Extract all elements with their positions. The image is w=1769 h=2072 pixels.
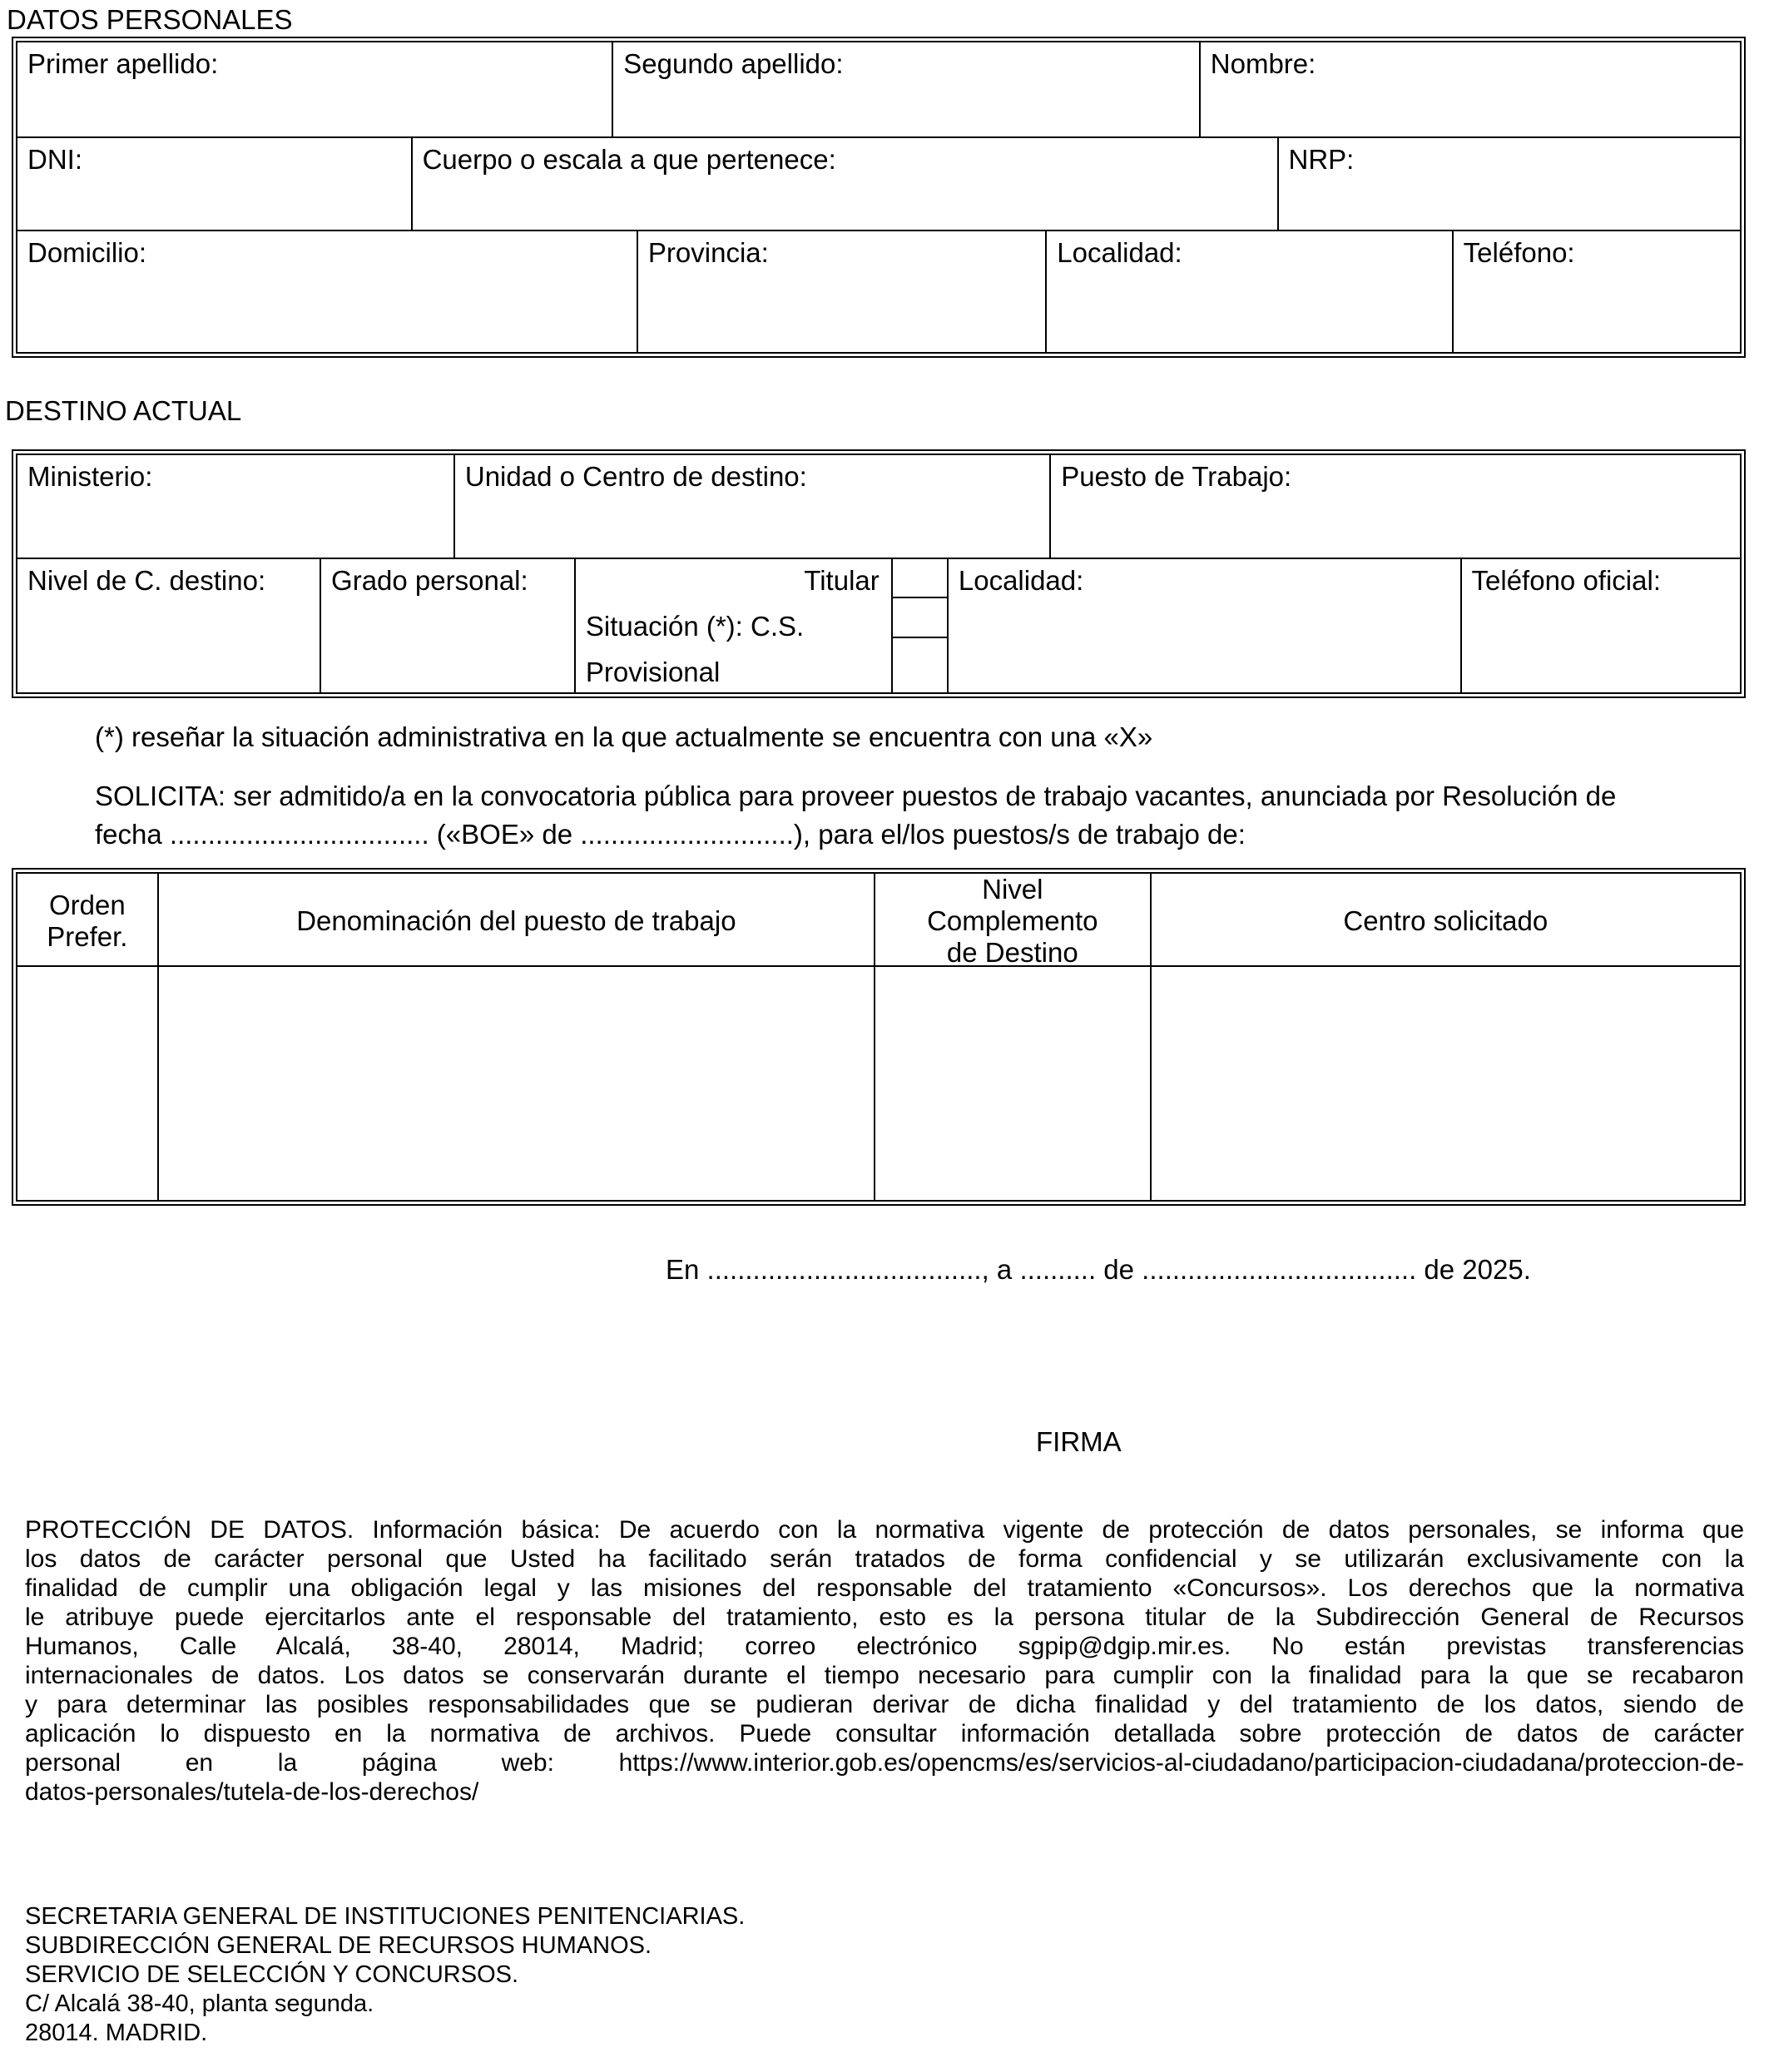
destino-localidad-field[interactable] [949, 559, 1462, 692]
orden-prefer-input-cell[interactable] [17, 967, 159, 1200]
nota-situacion: (*) reseñar la situación administrativa en la que actualmente se encuentra con una «X» [95, 721, 1153, 752]
table-row [17, 138, 1740, 231]
proteccion-line: internacionales de datos. Los datos se conservarán durante el tiempo necesario para cumplir con la finalidad para la que se recabaron [25, 1662, 1744, 1689]
table-row [17, 559, 1740, 692]
header-nivel-complemento [875, 874, 1152, 969]
nombre-label: Nombre: [1210, 48, 1316, 79]
nivel-destino-label: Nivel de C. destino: [27, 565, 266, 596]
puestos-table [12, 868, 1746, 1206]
table-row [17, 42, 1740, 138]
proteccion-datos-paragraph [25, 1515, 1744, 1807]
table-row [17, 455, 1740, 559]
primer-apellido-field[interactable] [17, 42, 613, 136]
footer-line-calle: C/ Alcalá 38-40, planta segunda. [25, 1990, 374, 2017]
header-centro-solicitado [1152, 874, 1740, 969]
domicilio-label: Domicilio: [27, 237, 147, 268]
centro-solicitado-input-cell[interactable] [1152, 967, 1740, 1200]
footer-line-servicio: SERVICIO DE SELECCIÓN Y CONCURSOS. [25, 1961, 519, 1988]
ministerio-label: Ministerio: [27, 461, 153, 492]
proteccion-line: datos-personales/tutela-de-los-derechos/ [25, 1778, 479, 1806]
titular-checkbox[interactable] [893, 559, 947, 598]
header-denominacion [159, 874, 875, 969]
telefono-oficial-field[interactable] [1462, 559, 1740, 692]
proteccion-line: los datos de carácter personal que Usted ha facilitado serán tratados de forma confidencial y se utilizarán exclusivamente con la [25, 1545, 1744, 1573]
primer-apellido-label: Primer apellido: [27, 48, 219, 79]
nrp-field[interactable] [1279, 138, 1741, 230]
solicita-paragraph [95, 777, 1769, 854]
datos-personales-title: DATOS PERSONALES [7, 4, 293, 35]
fecha-firma-line: En ...................................., a .......... de .................................... de 2025. [666, 1254, 1531, 1285]
footer-line-cp: 28014. MADRID. [25, 2020, 208, 2046]
nivel-complemento-input-cell[interactable] [875, 967, 1152, 1200]
nrp-label: NRP: [1288, 144, 1355, 175]
telefono-oficial-label: Teléfono oficial: [1471, 565, 1661, 596]
situacion-titular-label: Titular [804, 565, 880, 596]
table-row [17, 231, 1740, 352]
header-nivel-line1: Nivel [982, 874, 1043, 905]
localidad-label: Localidad: [1057, 237, 1182, 268]
localidad-field[interactable] [1047, 231, 1453, 352]
cuerpo-escala-field[interactable] [413, 138, 1279, 230]
cs-checkbox[interactable] [893, 598, 947, 638]
telefono-label: Teléfono: [1463, 237, 1575, 268]
provincia-field[interactable] [638, 231, 1047, 352]
header-orden-line2: Prefer. [47, 921, 128, 952]
proteccion-line: Humanos, Calle Alcalá, 38-40, 28014, Madrid; correo electrónico sgpip@dgip.mir.es. No están previstas transferencias [25, 1633, 1744, 1660]
ministerio-field[interactable] [17, 455, 455, 558]
proteccion-line: finalidad de cumplir una obligación legal y las misiones del responsable del tratamiento «Concursos». Los derechos que la normativa [25, 1574, 1744, 1602]
situacion-label: Situación (*): C.S. [585, 611, 805, 642]
datos-personales-table [12, 37, 1746, 358]
footer-line-subdireccion: SUBDIRECCIÓN GENERAL DE RECURSOS HUMANOS. [25, 1932, 652, 1959]
destino-actual-table [12, 449, 1746, 698]
solicita-line-2: fecha .................................. («BOE» de ............................), para el/los puestos/s de trabajo de: [95, 819, 1246, 850]
grado-personal-field[interactable] [321, 559, 576, 692]
cuerpo-escala-label: Cuerpo o escala a que pertenece: [422, 144, 836, 175]
grado-personal-label: Grado personal: [331, 565, 528, 596]
dni-field[interactable] [17, 138, 413, 230]
segundo-apellido-field[interactable] [613, 42, 1200, 136]
puesto-trabajo-label: Puesto de Trabajo: [1061, 461, 1292, 492]
footer-line-secretaria: SECRETARIA GENERAL DE INSTITUCIONES PENITENCIARIAS. [25, 1903, 746, 1930]
telefono-field[interactable] [1454, 231, 1740, 352]
unidad-centro-field[interactable] [455, 455, 1051, 558]
proteccion-line: personal en la página web: https://www.interior.gob.es/opencms/es/servicios-al-ciudadano/participacion-ciudadana/proteccion-de- [25, 1749, 1744, 1777]
puestos-header-row [17, 874, 1740, 967]
destino-actual-title: DESTINO ACTUAL [5, 395, 242, 426]
destino-localidad-label: Localidad: [958, 565, 1084, 596]
situacion-checkbox-column [893, 559, 949, 692]
header-nivel-line3: de Destino [946, 937, 1078, 968]
solicita-line-1: SOLICITA: ser admitido/a en la convocatoria pública para proveer puestos de trabajo vacantes, anunciada por Resolución de [95, 781, 1617, 811]
nivel-destino-field[interactable] [17, 559, 321, 692]
proteccion-line: aplicación lo dispuesto en la normativa de archivos. Puede consultar información detallada sobre protección de datos de carácter [25, 1720, 1744, 1747]
provisional-checkbox[interactable] [893, 638, 947, 692]
situacion-field [576, 559, 893, 692]
unidad-centro-label: Unidad o Centro de destino: [464, 461, 807, 492]
dni-label: DNI: [27, 144, 82, 175]
header-denominacion-label: Denominación del puesto de trabajo [296, 905, 736, 936]
header-centro-label: Centro solicitado [1343, 905, 1548, 936]
segundo-apellido-label: Segundo apellido: [623, 48, 844, 79]
proteccion-line: PROTECCIÓN DE DATOS. Información básica: De acuerdo con la normativa vigente de protección de datos personales, se informa que [25, 1516, 1744, 1544]
proteccion-line: le atribuye puede ejercitarlos ante el responsable del tratamiento, esto es la persona titular de la Subdirección General de Recursos [25, 1604, 1744, 1631]
denominacion-input-cell[interactable] [159, 967, 875, 1200]
header-orden-line1: Orden [48, 890, 126, 920]
puestos-entry-row [17, 967, 1740, 1200]
situacion-provisional-label: Provisional [585, 657, 721, 687]
domicilio-field[interactable] [17, 231, 638, 352]
nombre-field[interactable] [1201, 42, 1740, 136]
footer-address-block [25, 1902, 1769, 2048]
header-orden-prefer [17, 874, 159, 969]
provincia-label: Provincia: [647, 237, 769, 268]
proteccion-line: y para determinar las posibles responsabilidades que se pudieran derivar de dicha finalidad y del tratamiento de los datos, siendo de [25, 1691, 1744, 1718]
header-nivel-line2: Complemento [927, 905, 1098, 936]
firma-label: FIRMA [1036, 1426, 1122, 1457]
puesto-trabajo-field[interactable] [1051, 455, 1740, 558]
